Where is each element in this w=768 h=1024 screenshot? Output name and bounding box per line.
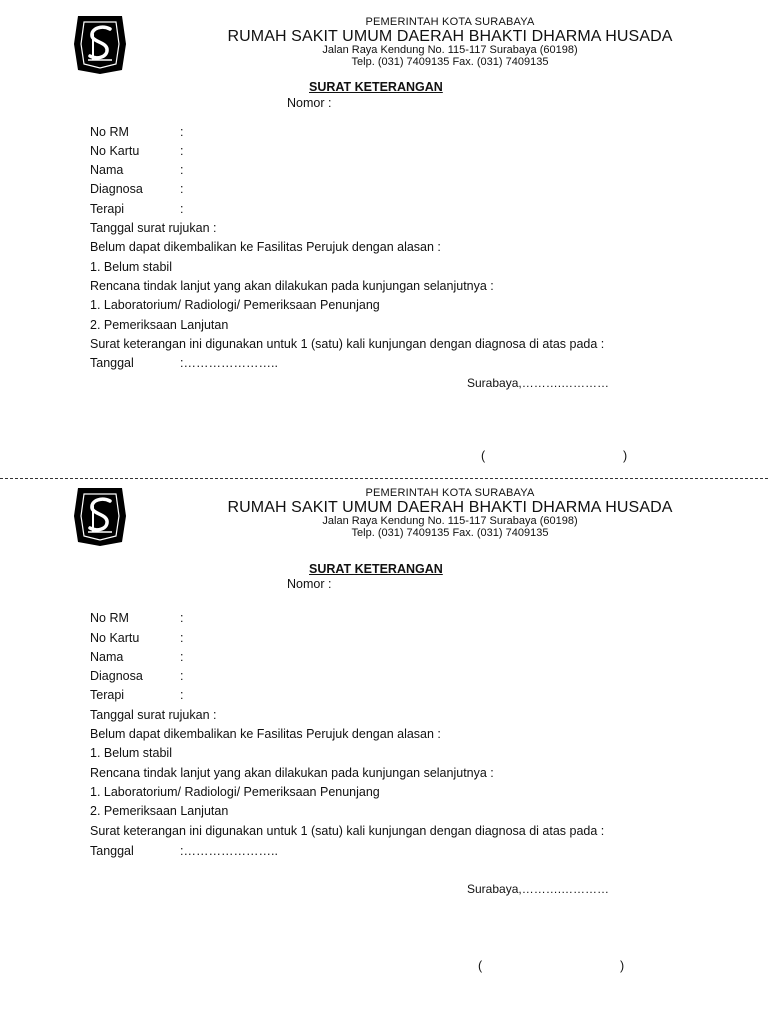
body-line: Tanggal surat rujukan : — [90, 708, 217, 722]
field-label: Diagnosa — [90, 669, 143, 683]
document-title: SURAT KETERANGAN — [309, 80, 443, 94]
field-label: Nama — [90, 163, 124, 177]
field-colon: : — [180, 182, 184, 196]
hospital-phone: Telp. (031) 7409135 Fax. (031) 7409135 — [351, 527, 549, 539]
field-colon: : — [180, 202, 184, 216]
field-label: No RM — [90, 611, 129, 625]
date-label: Tanggal — [90, 356, 134, 370]
body-line: Surat keterangan ini digunakan untuk 1 (satu) kali kunjungan dengan diagnosa di atas pada : — [90, 824, 605, 838]
field-colon: : — [180, 125, 184, 139]
date-label: Tanggal — [90, 844, 134, 858]
field-colon: : — [180, 650, 184, 664]
field-label: Diagnosa — [90, 182, 143, 196]
date-value: :………………….. — [180, 356, 278, 370]
body-line: 1. Laboratorium/ Radiologi/ Pemeriksaan Penunjang — [90, 298, 380, 312]
signature-paren-close: ) — [623, 449, 628, 463]
field-colon: : — [180, 144, 184, 158]
signature-paren-open: ( — [478, 959, 483, 973]
body-line: 1. Belum stabil — [90, 260, 172, 274]
field-label: Terapi — [90, 202, 125, 216]
field-colon: : — [180, 688, 184, 702]
body-line: Surat keterangan ini digunakan untuk 1 (satu) kali kunjungan dengan diagnosa di atas pada : — [90, 337, 605, 351]
body-line: Rencana tindak lanjut yang akan dilakukan pada kunjungan selanjutnya : — [90, 279, 494, 293]
hospital-address: Jalan Raya Kendung No. 115-117 Surabaya (60198) — [322, 44, 578, 56]
city-date-line: Surabaya,……….………… — [467, 376, 610, 390]
hospital-phone: Telp. (031) 7409135 Fax. (031) 7409135 — [351, 56, 549, 68]
field-label: Nama — [90, 650, 124, 664]
field-colon: : — [180, 163, 184, 177]
body-line: 1. Belum stabil — [90, 746, 172, 760]
field-colon: : — [180, 631, 184, 645]
city-date-line: Surabaya,……….………… — [467, 882, 610, 896]
hospital-address: Jalan Raya Kendung No. 115-117 Surabaya (60198) — [322, 515, 578, 527]
signature-paren-open: ( — [481, 449, 486, 463]
body-line: Rencana tindak lanjut yang akan dilakukan pada kunjungan selanjutnya : — [90, 766, 494, 780]
hospital-name: RUMAH SAKIT UMUM DAERAH BHAKTI DHARMA HUSADA — [227, 499, 673, 516]
field-label: No Kartu — [90, 144, 140, 158]
body-line: Belum dapat dikembalikan ke Fasilitas Perujuk dengan alasan : — [90, 240, 441, 254]
field-label: Terapi — [90, 688, 125, 702]
document-number-label: Nomor : — [287, 96, 332, 110]
field-colon: : — [180, 669, 184, 683]
cut-line — [0, 478, 768, 479]
field-label: No Kartu — [90, 631, 140, 645]
body-line: Belum dapat dikembalikan ke Fasilitas Perujuk dengan alasan : — [90, 727, 441, 741]
body-line: 1. Laboratorium/ Radiologi/ Pemeriksaan Penunjang — [90, 785, 380, 799]
government-name: PEMERINTAH KOTA SURABAYA — [365, 16, 535, 28]
document-title: SURAT KETERANGAN — [309, 562, 443, 576]
body-line: Tanggal surat rujukan : — [90, 221, 217, 235]
field-label: No RM — [90, 125, 129, 139]
government-name: PEMERINTAH KOTA SURABAYA — [365, 487, 535, 499]
body-line: 2. Pemeriksaan Lanjutan — [90, 318, 229, 332]
date-value: :………………….. — [180, 844, 278, 858]
field-colon: : — [180, 611, 184, 625]
hospital-name: RUMAH SAKIT UMUM DAERAH BHAKTI DHARMA HUSADA — [227, 28, 673, 45]
document-number-label: Nomor : — [287, 577, 332, 591]
signature-paren-close: ) — [620, 959, 625, 973]
body-line: 2. Pemeriksaan Lanjutan — [90, 804, 229, 818]
